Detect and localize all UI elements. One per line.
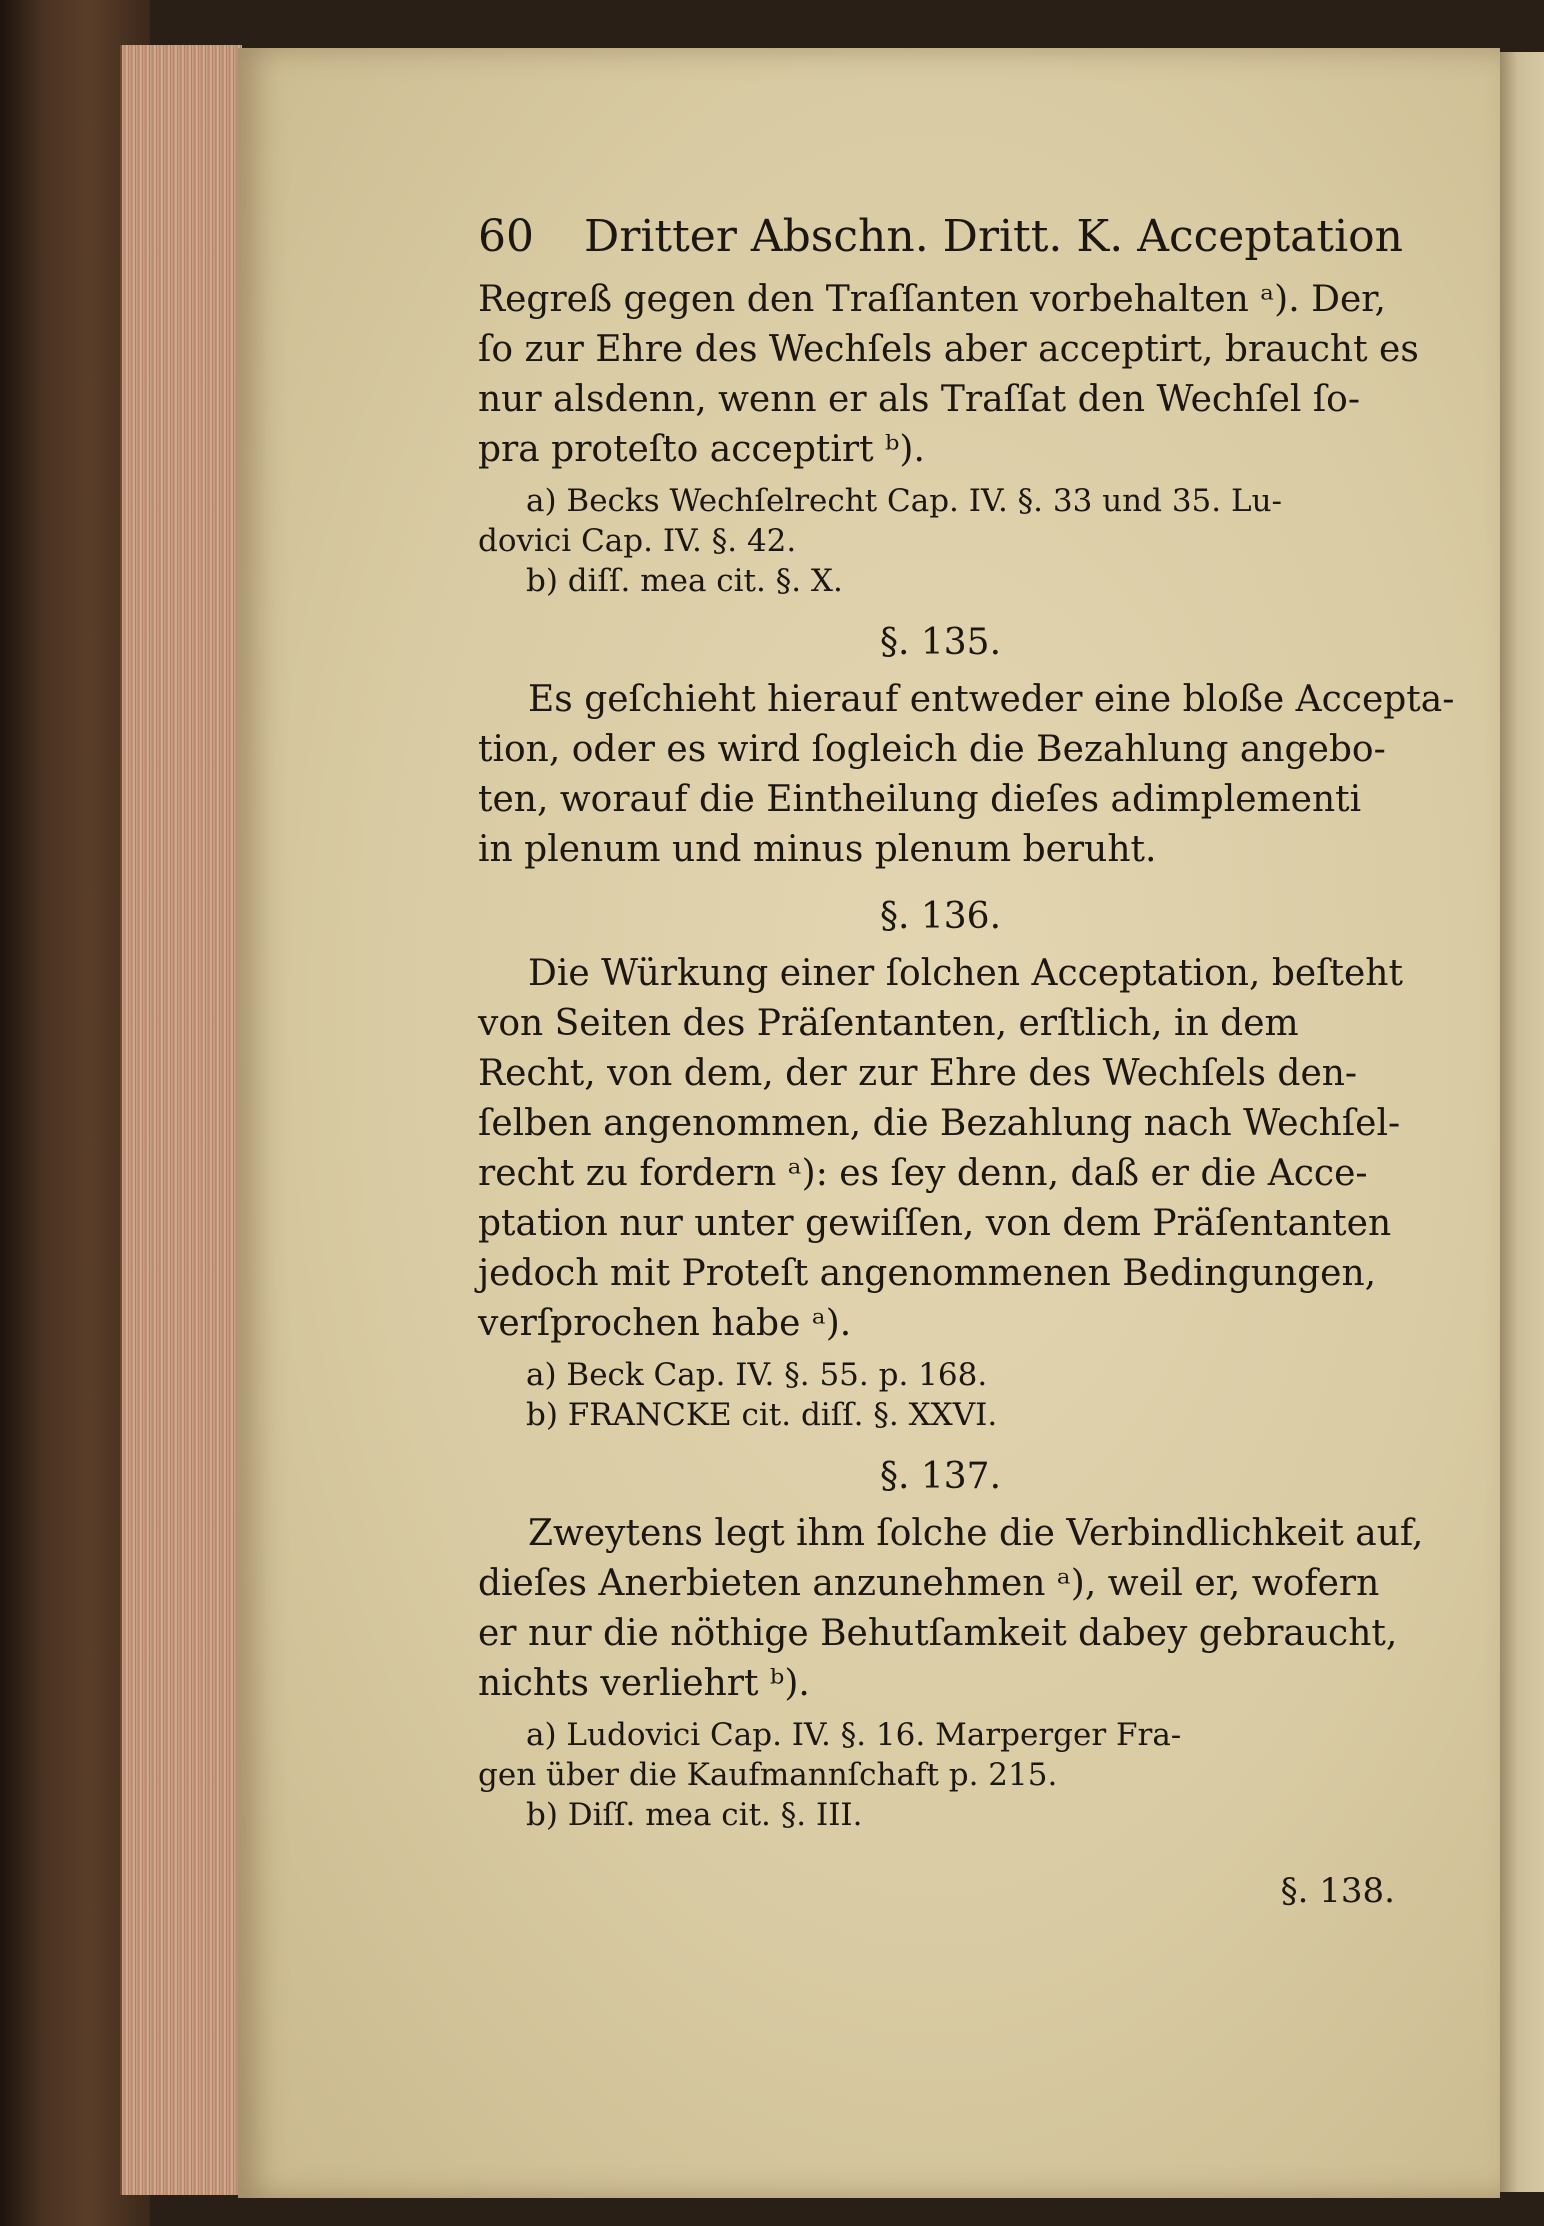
text-line: nur alsdenn, wenn er als Traſſat den Wechſel ſo- [478, 379, 1361, 420]
text-line: jedoch mit Proteſt angenommenen Bedingungen, [478, 1253, 1377, 1294]
paragraph-continued [478, 275, 1419, 475]
text-line: nichts verliehrt ᵇ). [478, 1663, 810, 1704]
text-line: ſelben angenommen, die Bezahlung nach Wechſel- [478, 1103, 1401, 1144]
text-line: er nur die nöthige Behutſamkeit dabey gebraucht, [478, 1613, 1398, 1654]
footnotes-block [478, 481, 1403, 601]
page-edges [120, 45, 242, 2195]
section-135-body [478, 675, 1455, 875]
section-heading: §. 137. [879, 1456, 1002, 1497]
footnotes-block [478, 1355, 1403, 1435]
text-line: verſprochen habe ᵃ). [478, 1303, 852, 1344]
footnote: gen über die Kaufmannſchaft p. 215. [478, 1757, 1058, 1793]
footnotes-block [478, 1715, 1403, 1835]
text-line: in plenum und minus plenum beruht. [478, 829, 1157, 870]
text-line: pra proteſto acceptirt ᵇ). [478, 429, 925, 470]
page-number: 60 [478, 211, 534, 262]
text-line: recht zu fordern ᵃ): es ſey denn, daß er die Acce- [478, 1153, 1368, 1194]
section-137-body [478, 1509, 1424, 1709]
footnote: a) Becks Wechſelrecht Cap. IV. §. 33 und 35. Lu- [526, 483, 1283, 519]
text-line: Regreß gegen den Traſſanten vorbehalten ᵃ). Der, [478, 279, 1386, 320]
page-text [478, 205, 1455, 1919]
text-line: dieſes Anerbieten anzunehmen ᵃ), weil er, wofern [478, 1563, 1380, 1604]
facing-page-edge [1500, 52, 1544, 2192]
text-line: Recht, von dem, der zur Ehre des Wechſels den- [478, 1053, 1358, 1094]
section-heading: §. 136. [879, 896, 1002, 937]
catchword: §. 138. [1280, 1871, 1395, 1911]
footnote: b) Diſſ. mea cit. §. III. [526, 1797, 863, 1833]
footnote: a) Ludovici Cap. IV. §. 16. Marperger Fra- [526, 1717, 1182, 1753]
running-title: Dritter Abschn. Dritt. K. Acceptation [584, 211, 1403, 262]
section-heading: §. 135. [879, 622, 1002, 663]
text-line: ten, worauf die Eintheilung dieſes adimplementi [478, 779, 1362, 820]
text-line: Die Würkung einer ſolchen Acceptation, beſteht [528, 953, 1403, 994]
footnote: b) FRANCKE cit. diſſ. §. XXVI. [526, 1397, 998, 1433]
text-line: tion, oder es wird ſogleich die Bezahlung angebo- [478, 729, 1386, 770]
footnote: b) diſſ. mea cit. §. X. [526, 563, 843, 599]
text-line: ſo zur Ehre des Wechſels aber acceptirt, braucht es [478, 329, 1419, 370]
text-line: Zweytens legt ihm ſolche die Verbindlichkeit auf, [528, 1513, 1424, 1554]
section-136-body [478, 949, 1403, 1349]
running-header [478, 205, 1403, 269]
text-line: ptation nur unter gewiſſen, von dem Präſentanten [478, 1203, 1392, 1244]
text-line: Es geſchieht hierauf entweder eine bloße Accepta- [528, 679, 1455, 720]
footnote: a) Beck Cap. IV. §. 55. p. 168. [526, 1357, 988, 1393]
text-line: von Seiten des Präſentanten, erſtlich, in dem [478, 1003, 1299, 1044]
footnote: dovici Cap. IV. §. 42. [478, 523, 797, 559]
